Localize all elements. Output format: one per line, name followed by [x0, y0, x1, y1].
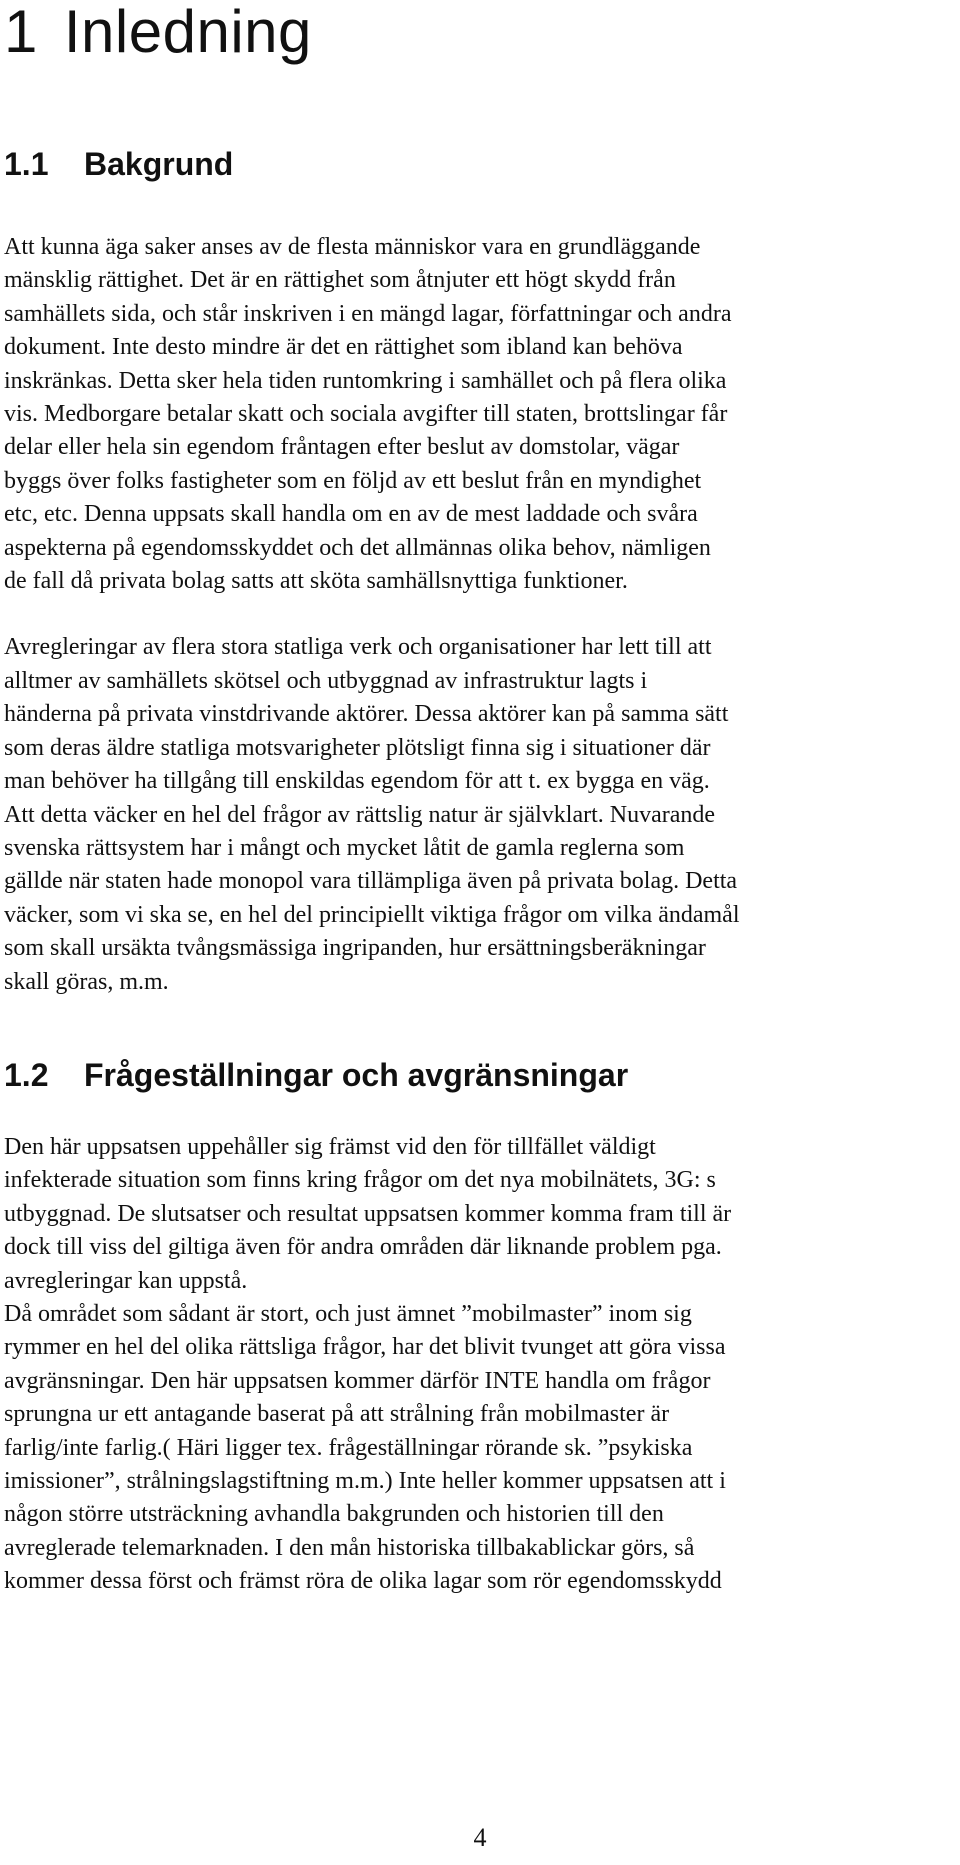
text-line: dock till viss del giltiga även för andra områden där liknande problem pga.	[4, 1234, 722, 1261]
text-line: farlig/inte farlig.( Häri ligger tex. frågeställningar rörande sk. ”psykiska	[4, 1434, 693, 1461]
text-line: inskränkas. Detta sker hela tiden runtomkring i samhället och på flera olika	[4, 367, 727, 394]
text-line: Då området som sådant är stort, och just ämnet ”mobilmaster” inom sig	[4, 1300, 692, 1327]
text-line: sprungna ur ett antagande baserat på att strålning från mobilmaster är	[4, 1401, 670, 1428]
text-line: avregleringar kan uppstå.	[4, 1267, 248, 1294]
text-line: Att detta väcker en hel del frågor av rättslig natur är självklart. Nuvarande	[4, 801, 716, 828]
text-line: byggs över folks fastigheter som en följd av ett beslut från en myndighet	[4, 467, 702, 494]
text-line: avreglerade telemarknaden. I den mån historiska tillbakablickar görs, så	[4, 1534, 695, 1561]
chapter-number: 1	[4, 0, 38, 65]
text-line: svenska rättsystem har i mångt och mycket låtit de gamla reglerna som	[4, 834, 685, 861]
chapter-title: Inledning	[63, 0, 312, 65]
text-line: som deras äldre statliga motsvarigheter plötsligt finna sig i situationer där	[4, 734, 711, 761]
text-line: infekterade situation som finns kring frågor om det nya mobilnätets, 3G: s	[4, 1167, 716, 1194]
paragraph	[4, 631, 957, 998]
paragraph	[4, 1131, 957, 1298]
text-line: Den här uppsatsen uppehåller sig främst vid den för tillfället väldigt	[4, 1133, 656, 1160]
text-line: som skall ursäkta tvångsmässiga ingripanden, hur ersättningsberäkningar	[4, 935, 706, 962]
section-title: Bakgrund	[84, 146, 234, 182]
text-line: de fall då privata bolag satts att sköta samhällsnyttiga funktioner.	[4, 568, 628, 595]
text-line: aspekterna på egendomsskyddet och det allmännas olika behov, nämligen	[4, 534, 711, 561]
text-line: kommer dessa först och främst röra de olika lagar som rör egendomsskydd	[4, 1568, 722, 1595]
text-line: händerna på privata vinstdrivande aktörer. Dessa aktörer kan på samma sätt	[4, 701, 729, 728]
section-heading-bakgrund	[4, 144, 957, 184]
text-line: någon större utsträckning avhandla bakgrunden och historien till den	[4, 1501, 664, 1528]
text-line: man behöver ha tillgång till enskildas egendom för att t. ex bygga en väg.	[4, 768, 710, 795]
text-line: Att kunna äga saker anses av de flesta människor vara en grundläggande	[4, 234, 701, 260]
text-line: vis. Medborgare betalar skatt och sociala avgifter till staten, brottslingar får	[4, 401, 728, 428]
paragraph	[4, 231, 957, 598]
section-number: 1.2	[4, 1056, 49, 1093]
section-number: 1.1	[4, 146, 49, 182]
chapter-heading	[4, 0, 957, 68]
text-line: delar eller hela sin egendom fråntagen efter beslut av domstolar, vägar	[4, 434, 680, 461]
text-line: skall göras, m.m.	[4, 968, 169, 995]
text-line: avgränsningar. Den här uppsatsen kommer därför INTE handla om frågor	[4, 1367, 711, 1394]
text-line: utbyggnad. De slutsatser och resultat uppsatsen kommer komma fram till är	[4, 1200, 732, 1227]
text-line: alltmer av samhällets skötsel och utbyggnad av infrastruktur lagts i	[4, 667, 648, 694]
text-line: rymmer en hel del olika rättsliga frågor, har det blivit tvunget att göra vissa	[4, 1334, 726, 1361]
page-number: 4	[473, 1823, 487, 1852]
text-line: dokument. Inte desto mindre är det en rättighet som ibland kan behöva	[4, 334, 683, 361]
text-line: mänsklig rättighet. Det är en rättighet som åtnjuter ett högt skydd från	[4, 267, 676, 294]
text-line: Avregleringar av flera stora statliga verk och organisationer har lett till att	[4, 634, 712, 661]
text-line: etc, etc. Denna uppsats skall handla om en av de mest laddade och svåra	[4, 501, 698, 528]
text-line: imissioner”, strålningslagstiftning m.m.) Inte heller kommer uppsatsen att i	[4, 1468, 726, 1494]
section-heading-fragestallningar	[4, 1055, 957, 1095]
paragraph	[4, 1298, 957, 1599]
text-line: gällde när staten hade monopol vara tillämpliga även på privata bolag. Detta	[4, 868, 738, 895]
section-title: Frågeställningar och avgränsningar	[84, 1056, 629, 1093]
text-line: väcker, som vi ska se, en hel del principiellt viktiga frågor om vilka ändamål	[4, 901, 740, 928]
text-line: samhällets sida, och står inskriven i en mängd lagar, författningar och andra	[4, 300, 732, 327]
